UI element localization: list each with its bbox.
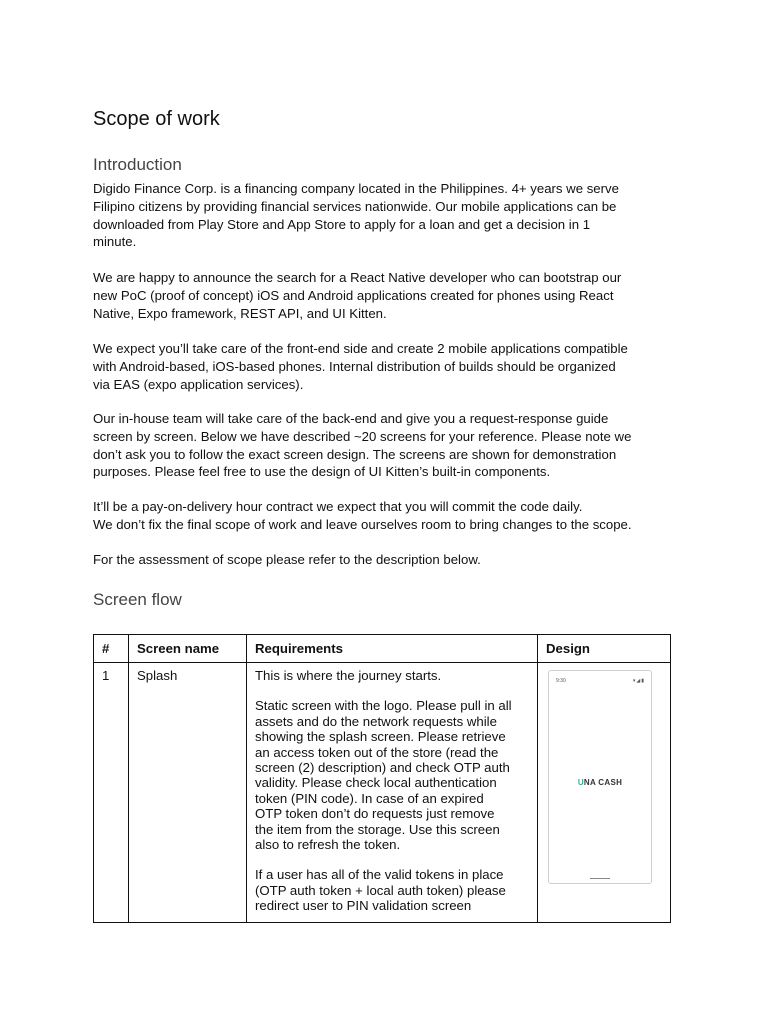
paragraph-2 xyxy=(93,269,683,322)
requirement-paragraph xyxy=(255,698,529,852)
page-title: Scope of work xyxy=(93,108,220,130)
column-header-number: # xyxy=(94,635,129,663)
row-design xyxy=(538,663,671,923)
logo-mark: U xyxy=(577,778,584,787)
row-screen-name: Splash xyxy=(129,663,247,923)
text-line: Filipino citizens by providing financial services nationwide. Our mobile applications can be xyxy=(93,198,617,214)
paragraph-6 xyxy=(93,551,683,569)
text-line: Static screen with the logo. Please pull in all xyxy=(255,698,512,714)
requirement-paragraph xyxy=(255,867,529,913)
text-line: We don’t fix the final scope of work and leave ourselves room to bring changes to the scope. xyxy=(93,516,632,532)
logo-text: NA CASH xyxy=(583,778,623,787)
home-indicator xyxy=(590,878,610,880)
app-logo xyxy=(549,775,651,790)
table-header-row xyxy=(94,635,671,663)
text-line: the item from the storage. Use this screen xyxy=(255,821,500,837)
text-line: an access token out of the store (read the xyxy=(255,744,499,760)
status-time: 9:30 xyxy=(556,678,566,684)
column-header-design: Design xyxy=(538,635,671,663)
paragraph-5 xyxy=(93,498,683,534)
text-line: showing the splash screen. Please retrieve xyxy=(255,729,506,745)
row-requirements xyxy=(247,663,538,923)
text-line: We expect you’ll take care of the front-end side and create 2 mobile applications compatible xyxy=(93,341,628,356)
text-line: redirect user to PIN validation screen xyxy=(255,898,472,914)
row-number: 1 xyxy=(94,663,129,923)
screen-flow-table xyxy=(93,634,671,923)
status-icons: ▾◢▮ xyxy=(632,678,645,684)
text-line: with Android-based, iOS-based phones. Internal distribution of builds should be organized xyxy=(93,358,616,374)
text-line: Native, Expo framework, REST API, and UI Kitten. xyxy=(93,305,387,321)
text-line: Digido Finance Corp. is a financing company located in the Philippines. 4+ years we serve xyxy=(93,181,619,196)
text-line: It’ll be a pay-on-delivery hour contract we expect that you will commit the code daily. xyxy=(93,499,583,514)
screen-flow-heading: Screen flow xyxy=(93,590,182,609)
column-header-screen-name: Screen name xyxy=(129,635,247,663)
text-line: validity. Please check local authentication xyxy=(255,775,497,791)
text-line: new PoC (proof of concept) iOS and Android applications created for phones using React xyxy=(93,287,614,303)
paragraph-3 xyxy=(93,340,683,393)
text-line: If a user has all of the valid tokens in place xyxy=(255,867,504,883)
text-line: (OTP auth token + local auth token) please xyxy=(255,882,506,898)
requirement-paragraph xyxy=(255,668,529,683)
paragraph-1 xyxy=(93,180,683,251)
column-header-requirements: Requirements xyxy=(247,635,538,663)
text-line: We are happy to announce the search for a React Native developer who can bootstrap our xyxy=(93,270,622,285)
text-line: assets and do the network requests while xyxy=(255,713,497,729)
table-row xyxy=(94,663,671,923)
text-line: This is where the journey starts. xyxy=(255,668,442,683)
text-line: purposes. Please feel free to use the design of UI Kitten’s built-in components. xyxy=(93,464,551,480)
text-line: don’t ask you to follow the exact screen design. The screens are shown for demonstration xyxy=(93,446,617,462)
phone-mockup-splash xyxy=(548,670,652,884)
paragraph-4 xyxy=(93,410,683,481)
text-line: OTP token don’t do requests just remove xyxy=(255,806,495,822)
text-line: minute. xyxy=(93,234,137,250)
text-line: via EAS (expo application services). xyxy=(93,376,304,392)
text-line: downloaded from Play Store and App Store to apply for a loan and get a decision in 1 xyxy=(93,216,591,232)
introduction-heading: Introduction xyxy=(93,155,182,174)
text-line: Our in-house team will take care of the back-end and give you a request-response guide xyxy=(93,411,609,426)
text-line: screen by screen. Below we have described ~20 screens for your reference. Please note we xyxy=(93,428,632,444)
text-line: For the assessment of scope please refer to the description below. xyxy=(93,552,481,567)
text-line: also to refresh the token. xyxy=(255,837,401,853)
text-line: screen (2) description) and check OTP auth xyxy=(255,760,510,776)
text-line: token (PIN code). In case of an expired xyxy=(255,790,484,806)
